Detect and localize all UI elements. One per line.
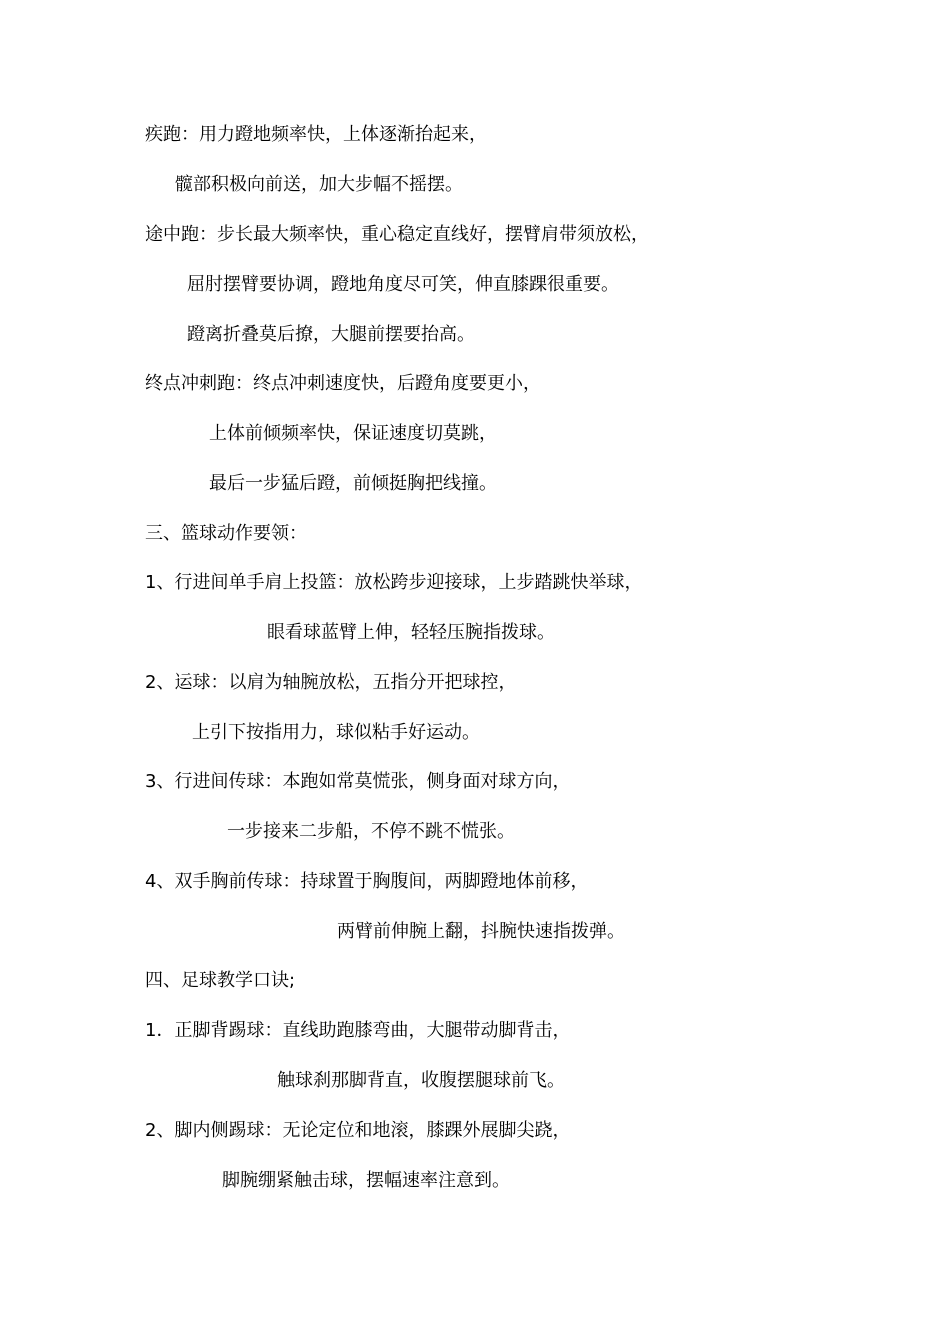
text-line-21: 2、脚内侧踢球：无论定位和地滚，膝踝外展脚尖跷， <box>145 1120 571 1141</box>
text-line-4: 屈肘摆臂要协调，蹬地角度尽可笑，伸直膝踝很重要。 <box>187 274 619 295</box>
text-line-13: 上引下按指用力，球似粘手好运动。 <box>192 722 480 743</box>
text-line-2: 髋部积极向前送，加大步幅不摇摆。 <box>175 174 463 195</box>
text-line-14: 3、行进间传球：本跑如常莫慌张，侧身面对球方向， <box>145 771 571 792</box>
section-heading-football: 四、足球教学口诀; <box>145 970 296 991</box>
text-line-3: 途中跑：步长最大频率快，重心稳定直线好，摆臂肩带须放松， <box>145 224 649 245</box>
text-line-7: 上体前倾频率快，保证速度切莫跳， <box>209 423 497 444</box>
text-line-11: 眼看球蓝臂上伸，轻轻压腕指拨球。 <box>267 622 555 643</box>
text-line-10: 1、行进间单手肩上投篮：放松跨步迎接球，上步踏跳快举球， <box>145 572 643 593</box>
text-line-8: 最后一步猛后蹬，前倾挺胸把线撞。 <box>209 473 497 494</box>
text-line-5: 蹬离折叠莫后撩，大腿前摆要抬高。 <box>187 324 475 345</box>
text-line-1: 疾跑：用力蹬地频率快，上体逐渐抬起来， <box>145 124 487 145</box>
text-line-20: 触球刹那脚背直，收腹摆腿球前飞。 <box>277 1070 565 1091</box>
text-line-6: 终点冲刺跑：终点冲刺速度快，后蹬角度要更小， <box>145 373 541 394</box>
text-line-22: 脚腕绷紧触击球，摆幅速率注意到。 <box>222 1170 510 1191</box>
text-line-15: 一步接来二步船，不停不跳不慌张。 <box>227 821 515 842</box>
text-line-16: 4、双手胸前传球：持球置于胸腹间，两脚蹬地体前移， <box>145 871 589 892</box>
text-line-19: 1．正脚背踢球：直线助跑膝弯曲，大腿带动脚背击， <box>145 1020 571 1041</box>
section-heading-basketball: 三、篮球动作要领： <box>145 523 307 544</box>
text-line-17: 两臂前伸腕上翻，抖腕快速指拨弹。 <box>337 921 625 942</box>
text-line-12: 2、运球：以肩为轴腕放松，五指分开把球控， <box>145 672 517 693</box>
